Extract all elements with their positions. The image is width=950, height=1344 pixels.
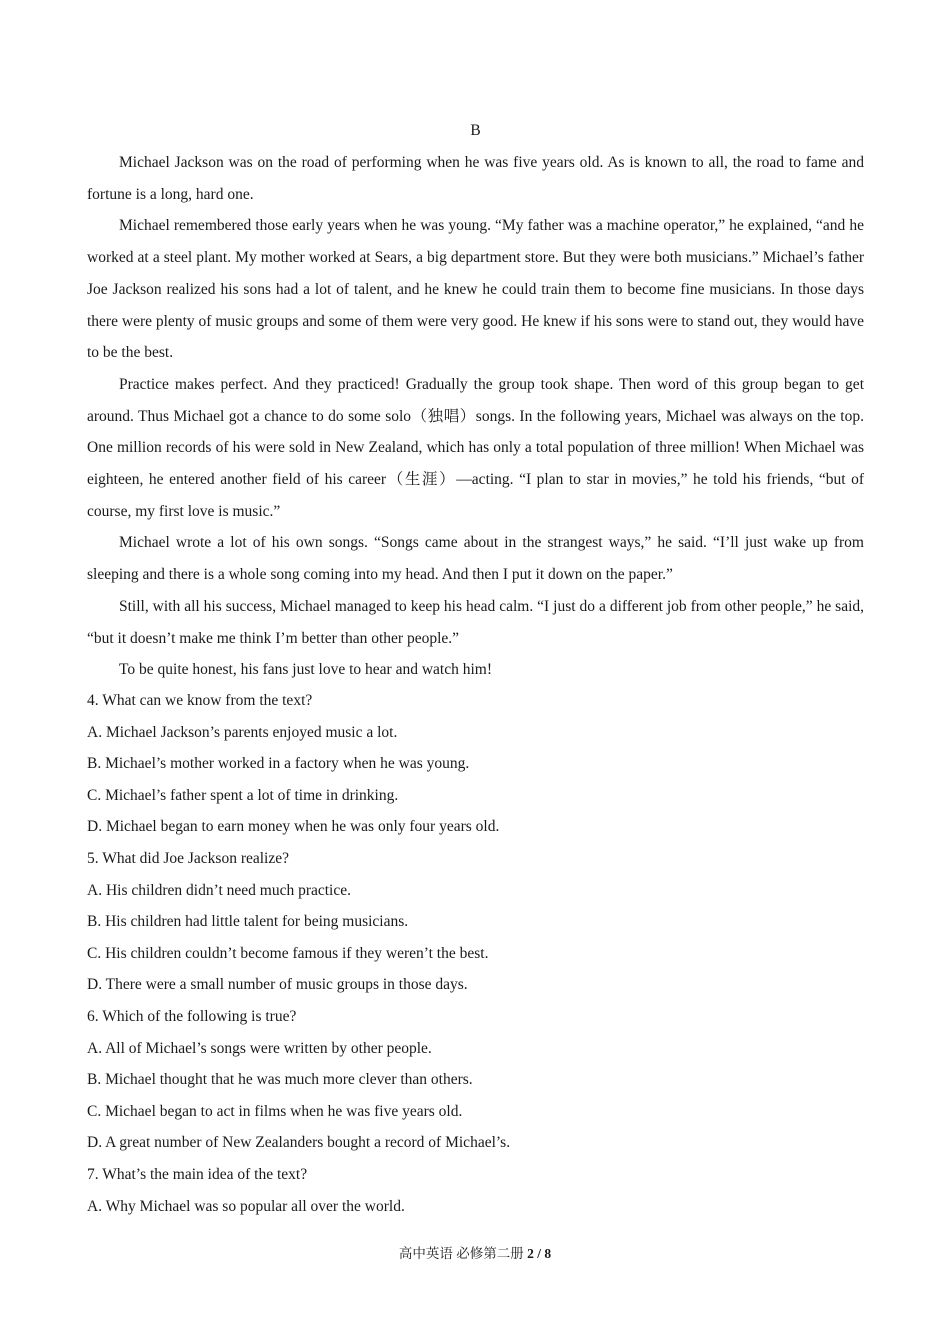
- question-option: A. All of Michael’s songs were written by other people.: [87, 1039, 432, 1057]
- question-option: D. Michael began to earn money when he was only four years old.: [87, 818, 500, 836]
- passage-paragraph: Still, with all his success, Michael managed to keep his head calm. “I just do a different job from other people,” he said, “but it doesn’t make me think I’m better than other people.”: [87, 597, 864, 647]
- question-stem: 4. What can we know from the text?: [87, 692, 313, 709]
- question-option: B. Michael thought that he was much more clever than others.: [87, 1071, 473, 1089]
- passage-paragraph: Michael wrote a lot of his own songs. “Songs came about in the strangest ways,” he said. “I’ll just wake up from sleeping and there is a whole song coming into my head. And then I put it down on the paper.”: [87, 534, 864, 584]
- question-stem: 6. Which of the following is true?: [87, 1007, 297, 1025]
- question-option: D. A great number of New Zealanders bought a record of Michael’s.: [87, 1134, 511, 1152]
- reading-passage: [87, 147, 864, 686]
- question-option: A. His children didn’t need much practice.: [87, 881, 351, 899]
- passage-paragraph: To be quite honest, his fans just love to hear and watch him!: [119, 661, 492, 679]
- page-number: 2 / 8: [527, 1246, 552, 1261]
- question-list: [87, 685, 864, 1222]
- question-stem: 5. What did Joe Jackson realize?: [87, 849, 289, 867]
- passage-paragraph: Michael Jackson was on the road of performing when he was five years old. As is known to all, the road to fame and fortune is a long, hard one.: [87, 154, 864, 203]
- question-stem: 7. What’s the main idea of the text?: [87, 1165, 308, 1183]
- question-option: B. His children had little talent for being musicians.: [87, 913, 409, 931]
- question-option: D. There were a small number of music groups in those days.: [87, 976, 468, 994]
- question-option: A. Why Michael was so popular all over the world.: [87, 1197, 405, 1215]
- page-footer: [0, 1244, 950, 1264]
- passage-paragraph: Michael remembered those early years when he was young. “My father was a machine operator,” he explained, “and he worked at a steel plant. My mother worked at Sears, a big department store. But they were both musicians.” Michael’s father Joe Jackson realized his sons had a lot of talent, and he knew he could train them to become fine musicians. In those days there were plenty of music groups and some of them were very good. He knew if his sons were to stand out, they would have to be the best.: [87, 217, 864, 362]
- question-option: B. Michael’s mother worked in a factory when he was young.: [87, 755, 470, 773]
- footer-course-title: 高中英语 必修第二册: [398, 1246, 524, 1261]
- question-option: C. Michael’s father spent a lot of time in drinking.: [87, 786, 399, 804]
- question-option: C. His children couldn’t become famous if they weren’t the best.: [87, 944, 489, 962]
- section-title: B: [470, 122, 481, 139]
- question-option: A. Michael Jackson’s parents enjoyed music a lot.: [87, 723, 398, 741]
- question-option: C. Michael began to act in films when he was five years old.: [87, 1102, 463, 1120]
- passage-paragraph: Practice makes perfect. And they practiced! Gradually the group took shape. Then word of this group began to get around. Thus Michael got a chance to do some solo（独唱）songs. In the following years, Michael was always on the top. One million records of his were sold in New Zealand, which has only a total population of three million! When Michael was eighteen, he entered another field of his career（生涯）—acting. “I plan to star in movies,” he told his friends, “but of course, my first love is music.”: [87, 375, 864, 520]
